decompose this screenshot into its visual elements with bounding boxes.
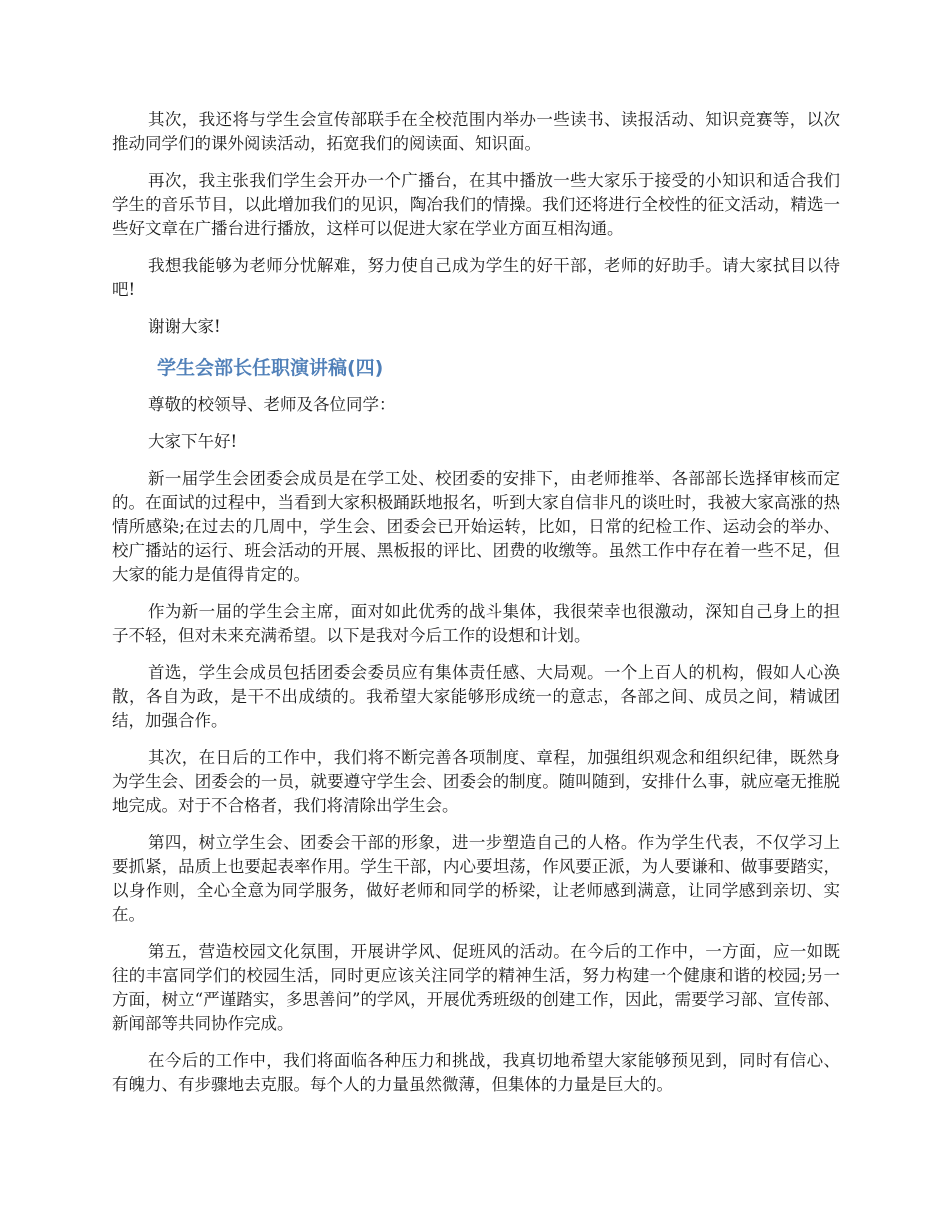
paragraph: 再次，我主张我们学生会开办一个广播台，在其中播放一些大家乐于接受的小知识和适合我们学生的音乐节目，以此增加我们的见识，陶冶我们的情操。我们还将进行全校性的征文活动，精选一些好文章在广播台进行播放，这样可以促进大家在学业方面互相沟通。 xyxy=(112,171,840,238)
paragraph: 第四，树立学生会、团委会干部的形象，进一步塑造自己的人格。作为学生代表，不仅学习上要抓紧，品质上也要起表率作用。学生干部，内心要坦荡，作风要正派，为人要谦和、做事要踏实，以身作则，全心全意为同学服务，做好老师和同学的桥梁，让老师感到满意，让同学感到亲切、实在。 xyxy=(112,833,840,924)
salutation: 尊敬的校领导、老师及各位同学： xyxy=(148,395,396,414)
paragraph: 第五，营造校园文化氛围，开展讲学风、促班风的活动。在今后的工作中，一方面，应一如既往的丰富同学们的校园生活，同时更应该关注同学的精神生活，努力构建一个健康和谐的校园;另一方面，树立“严谨踏实，多思善问”的学风，开展优秀班级的创建工作，因此，需要学习部、宣传部、新闻部等共同协作完成。 xyxy=(112,942,840,1033)
paragraph: 作为新一届的学生会主席，面对如此优秀的战斗集体，我很荣幸也很激动，深知自己身上的担子不轻，但对未来充满希望。以下是我对今后工作的设想和计划。 xyxy=(112,602,840,645)
paragraph: 首选，学生会成员包括团委会委员应有集体责任感、大局观。一个上百人的机构，假如人心涣散，各自为政，是干不出成绩的。我希望大家能够形成统一的意志，各部之间、成员之间，精诚团结，加强合作。 xyxy=(112,663,840,730)
document-page xyxy=(112,108,840,1110)
section-heading: 学生会部长任职演讲稿(四) xyxy=(157,357,384,379)
paragraph: 我想我能够为老师分忧解难，努力使自己成为学生的好干部，老师的好助手。请大家拭目以待吧! xyxy=(112,256,840,299)
paragraph: 新一届学生会团委会成员是在学工处、校团委的安排下，由老师推举、各部部长选择审核而定的。在面试的过程中，当看到大家积极踊跃地报名，听到大家自信非凡的谈吐时，我被大家高涨的热情所感染;在过去的几周中，学生会、团委会已开始运转，比如，日常的纪检工作、运动会的举办、校广播站的运行、班会活动的开展、黑板报的评比、团费的收缴等。虽然工作中存在着一些不足，但大家的能力是值得肯定的。 xyxy=(112,469,840,584)
paragraph: 其次，我还将与学生会宣传部联手在全校范围内举办一些读书、读报活动、知识竞赛等，以次推动同学们的课外阅读活动，拓宽我们的阅读面、知识面。 xyxy=(112,110,840,153)
paragraph: 其次，在日后的工作中，我们将不断完善各项制度、章程，加强组织观念和组织纪律，既然身为学生会、团委会的一员，就要遵守学生会、团委会的制度。随叫随到，安排什么事，就应毫无推脱地完成。对于不合格者，我们将清除出学生会。 xyxy=(112,748,840,815)
closing-thanks: 谢谢大家! xyxy=(148,317,221,336)
greeting: 大家下午好! xyxy=(148,432,238,451)
paragraph: 在今后的工作中，我们将面临各种压力和挑战，我真切地希望大家能够预见到，同时有信心、有魄力、有步骤地去克服。每个人的力量虽然微薄，但集体的力量是巨大的。 xyxy=(112,1051,840,1094)
